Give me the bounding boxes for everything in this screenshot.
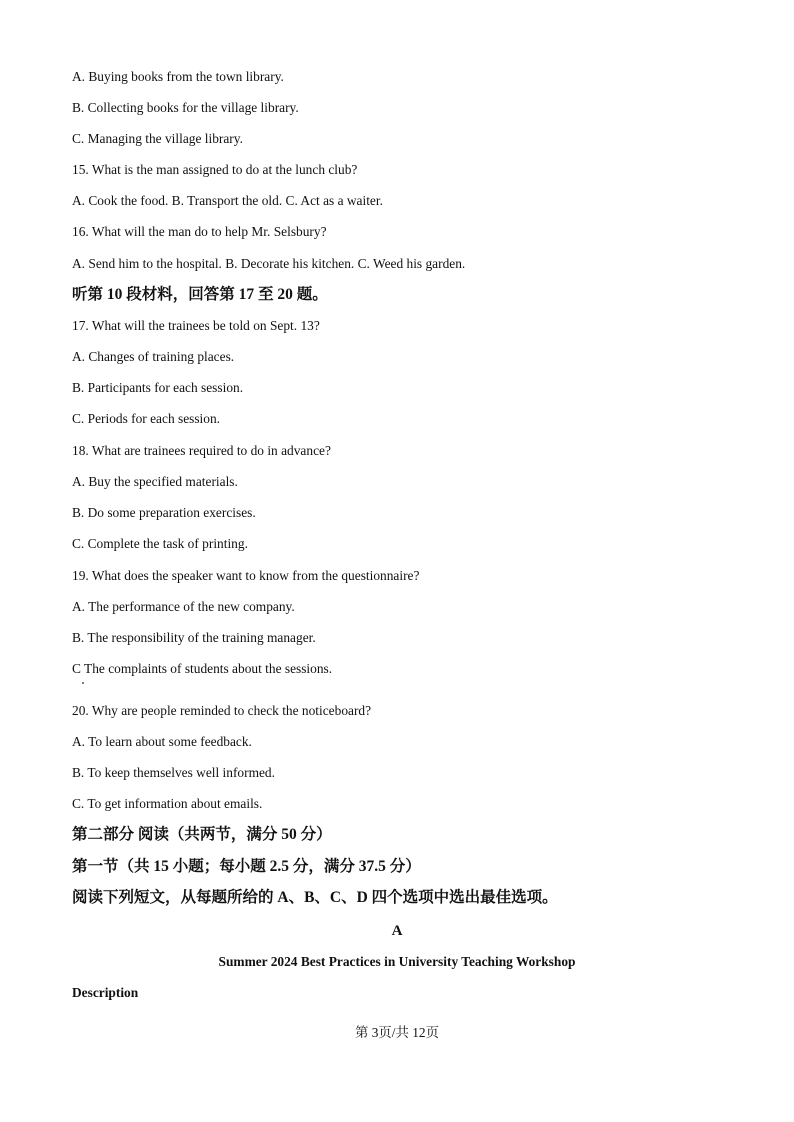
option-17b: B. Participants for each session.: [72, 380, 244, 395]
section-10-heading: 听第 10 段材料，回答第 17 至 20 题。: [72, 286, 328, 303]
question-17: 17. What will the trainees be told on Sept. 13?: [72, 318, 320, 333]
option-18a: A. Buy the specified materials.: [72, 474, 238, 489]
question-16: 16. What will the man do to help Mr. Selsbury?: [72, 224, 327, 239]
option-14c: C. Managing the village library.: [72, 131, 243, 146]
reading-instructions: 阅读下列短文，从每题所给的 A、B、C、D 四个选项中选出最佳选项。: [72, 889, 558, 906]
question-20: 20. Why are people reminded to check the noticeboard?: [72, 703, 372, 718]
stray-dot: [82, 682, 84, 684]
part2-heading: 第二部分 阅读（共两节，满分 50 分）: [72, 826, 332, 843]
option-19c: C The complaints of students about the sessions.: [72, 661, 333, 676]
section1-heading: 第一节（共 15 小题；每小题 2.5 分，满分 37.5 分）: [72, 858, 421, 875]
option-19b: B. The responsibility of the training manager.: [72, 630, 316, 645]
question-18: 18. What are trainees required to do in advance?: [72, 443, 331, 458]
options-16: A. Send him to the hospital. B. Decorate his kitchen. C. Weed his garden.: [72, 256, 466, 271]
page-footer: 第 3页/共 12页: [354, 1025, 440, 1040]
options-15: A. Cook the food. B. Transport the old. C. Act as a waiter.: [72, 193, 383, 208]
option-20a: A. To learn about some feedback.: [72, 734, 252, 749]
option-20c: C. To get information about emails.: [72, 796, 263, 811]
option-14a: A. Buying books from the town library.: [72, 69, 284, 84]
question-15: 15. What is the man assigned to do at the lunch club?: [72, 162, 358, 177]
description-label: Description: [72, 985, 139, 1000]
option-17a: A. Changes of training places.: [72, 349, 235, 364]
option-18c: C. Complete the task of printing.: [72, 536, 248, 551]
option-20b: B. To keep themselves well informed.: [72, 765, 275, 780]
question-19: 19. What does the speaker want to know from the questionnaire?: [72, 568, 420, 583]
option-19a: A. The performance of the new company.: [72, 599, 295, 614]
option-18b: B. Do some preparation exercises.: [72, 505, 256, 520]
passage-letter: A: [391, 923, 403, 939]
option-14b: B. Collecting books for the village library.: [72, 100, 299, 115]
option-17c: C. Periods for each session.: [72, 411, 221, 426]
passage-title: Summer 2024 Best Practices in University Teaching Workshop: [218, 954, 576, 969]
